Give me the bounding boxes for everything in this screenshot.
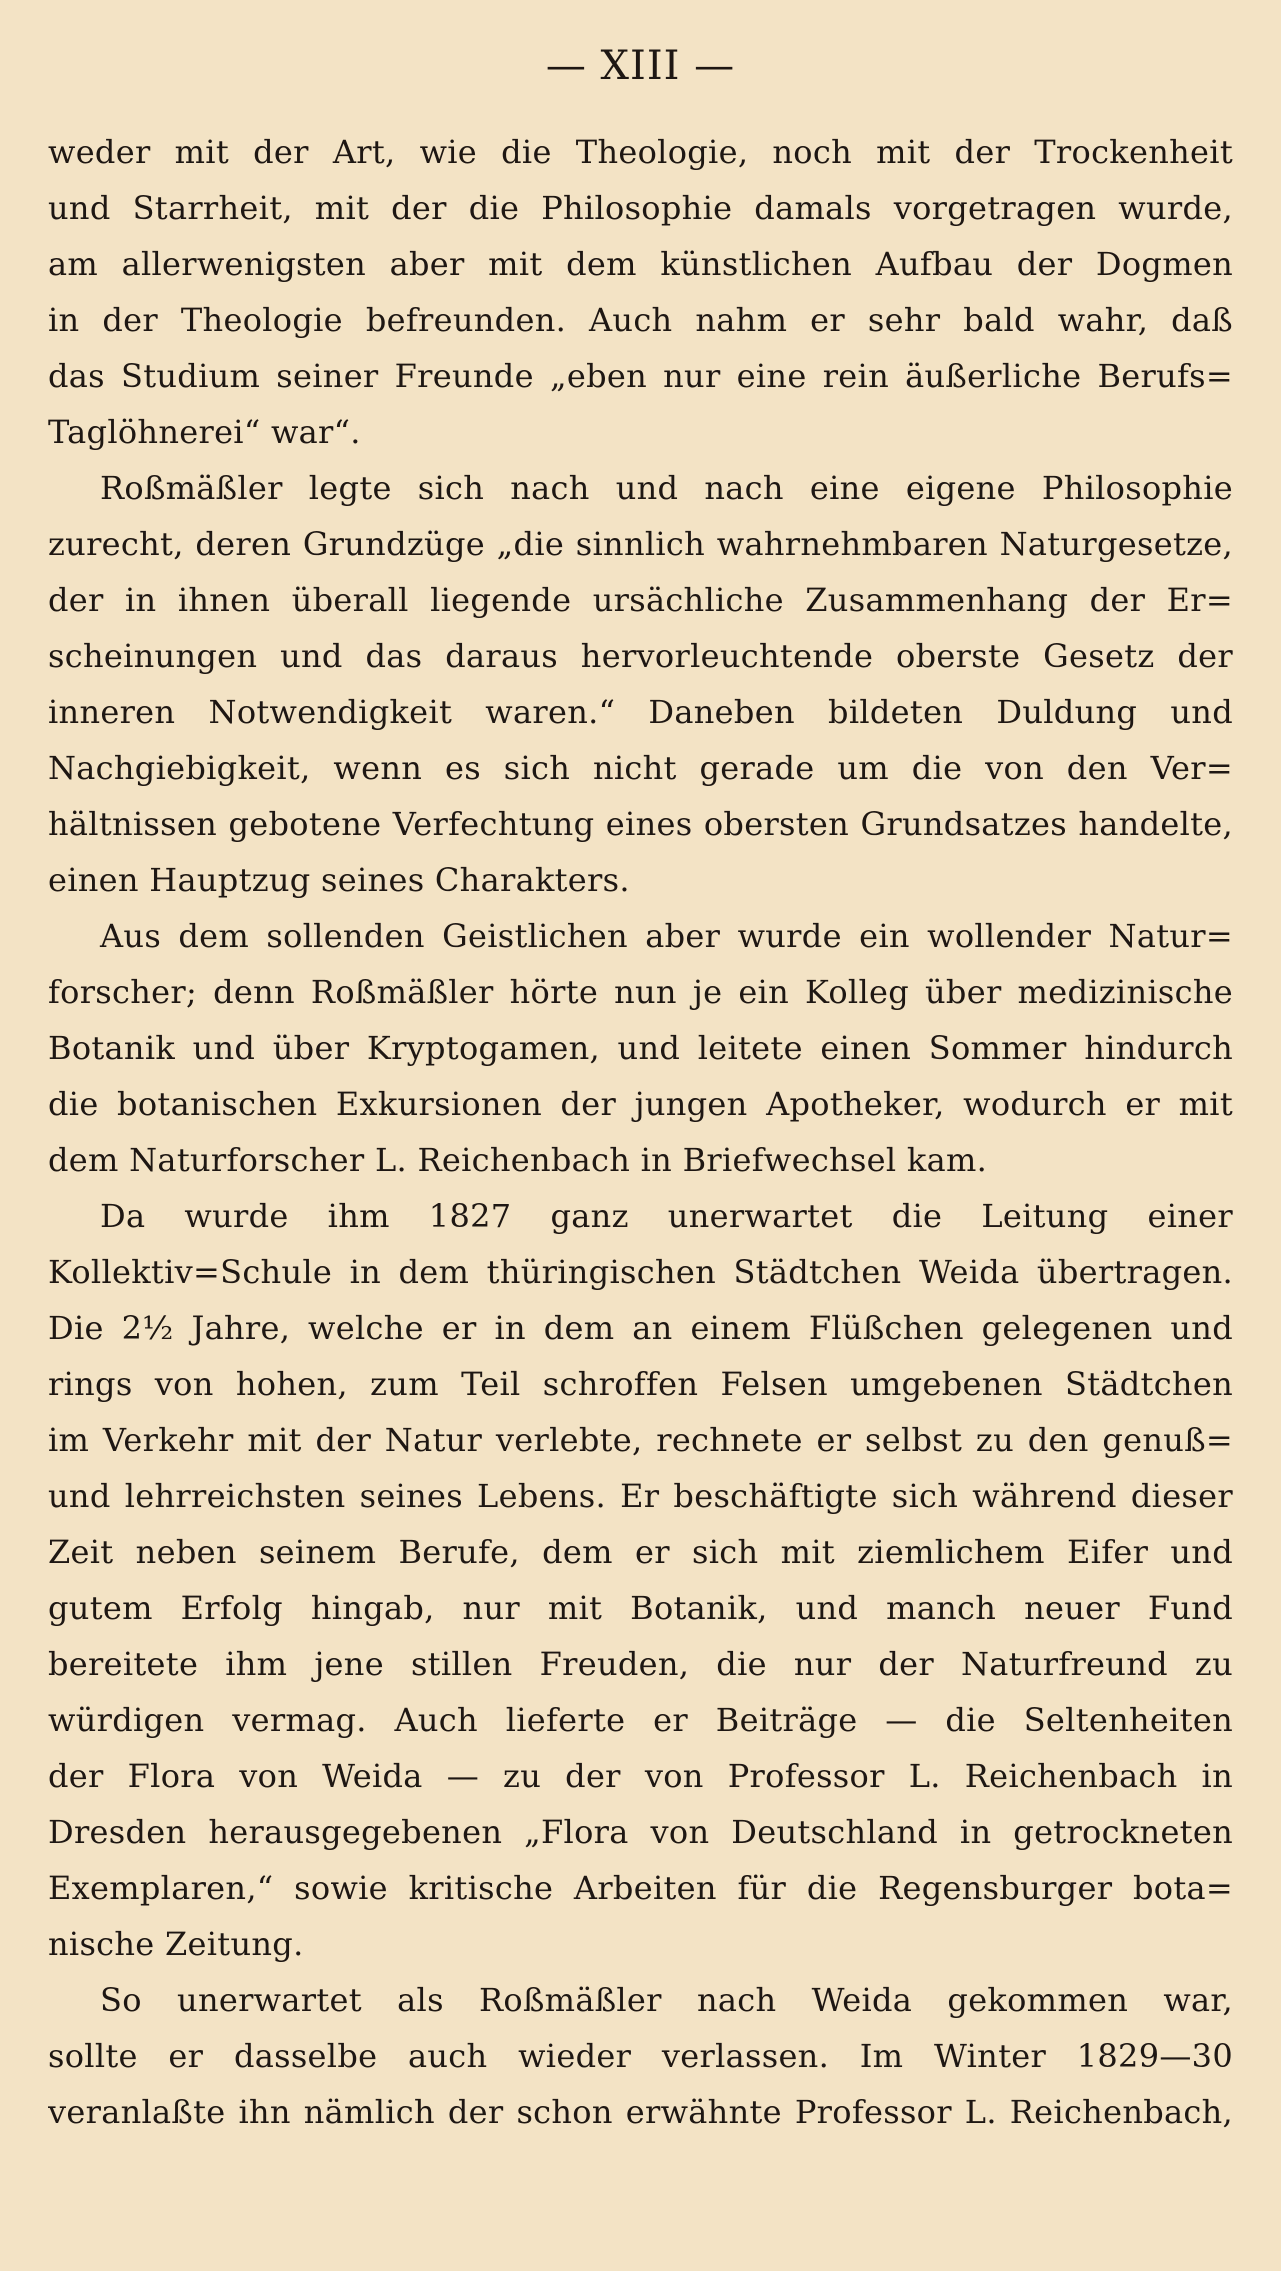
text-line: sollte er dasselbe auch wieder verlassen. Im Winter 1829—30: [48, 2037, 1233, 2075]
paragraph: [48, 124, 1233, 460]
paragraph: [48, 1188, 1233, 1972]
text-line: zurecht, deren Grundzüge „die sinnlich wahrnehmbaren Naturgesetze,: [48, 525, 1233, 563]
text-line: das Studium seiner Freunde „eben nur eine rein äußerliche Berufs=: [48, 357, 1233, 395]
text-line: einen Hauptzug seines Charakters.: [48, 861, 630, 899]
text-line: hältnissen gebotene Verfechtung eines obersten Grundsatzes handelte,: [48, 805, 1233, 843]
text-line: und lehrreichsten seines Lebens. Er beschäftigte sich während dieser: [48, 1477, 1233, 1515]
page-body-text: [48, 124, 1233, 2140]
paragraph: [48, 1972, 1233, 2140]
text-line: würdigen vermag. Auch lieferte er Beiträge — die Seltenheiten: [48, 1701, 1233, 1739]
text-line: forscher; denn Roßmäßler hörte nun je ein Kolleg über medizinische: [48, 973, 1233, 1011]
text-line: nische Zeitung.: [48, 1925, 304, 1963]
text-line: in der Theologie befreunden. Auch nahm er sehr bald wahr, daß: [48, 301, 1233, 339]
text-line: der in ihnen überall liegende ursächliche Zusammenhang der Er=: [48, 581, 1233, 619]
paragraph: [48, 908, 1233, 1188]
text-line: Da wurde ihm 1827 ganz unerwartet die Leitung einer: [100, 1197, 1233, 1235]
text-line: die botanischen Exkursionen der jungen Apotheker, wodurch er mit: [48, 1085, 1233, 1123]
text-line: Exemplaren,“ sowie kritische Arbeiten für die Regensburger bota=: [48, 1869, 1233, 1907]
text-line: Die 2½ Jahre, welche er in dem an einem Flüßchen gelegenen und: [48, 1309, 1233, 1347]
text-line: Roßmäßler legte sich nach und nach eine eigene Philosophie: [100, 469, 1233, 507]
text-line: Nachgiebigkeit, wenn es sich nicht gerade um die von den Ver=: [48, 749, 1233, 787]
text-line: veranlaßte ihn nämlich der schon erwähnte Professor L. Reichenbach,: [48, 2093, 1233, 2131]
text-line: Taglöhnerei“ war“.: [48, 413, 361, 451]
text-line: am allerwenigsten aber mit dem künstlichen Aufbau der Dogmen: [48, 245, 1233, 283]
text-line: Aus dem sollenden Geistlichen aber wurde ein wollender Natur=: [100, 917, 1233, 955]
text-line: Botanik und über Kryptogamen, und leitete einen Sommer hindurch: [48, 1029, 1233, 1067]
text-line: scheinungen und das daraus hervorleuchtende oberste Gesetz der: [48, 637, 1233, 675]
text-line: und Starrheit, mit der die Philosophie damals vorgetragen wurde,: [48, 189, 1233, 227]
paragraph: [48, 460, 1233, 908]
text-line: der Flora von Weida — zu der von Professor L. Reichenbach in: [48, 1757, 1233, 1795]
text-line: rings von hohen, zum Teil schroffen Felsen umgebenen Städtchen: [48, 1365, 1233, 1403]
page-number-header: — XIII —: [545, 43, 736, 89]
text-line: bereitete ihm jene stillen Freuden, die nur der Naturfreund zu: [48, 1645, 1233, 1683]
text-line: Kollektiv=Schule in dem thüringischen Städtchen Weida übertragen.: [48, 1253, 1233, 1291]
text-line: Zeit neben seinem Berufe, dem er sich mit ziemlichem Eifer und: [48, 1533, 1233, 1571]
text-line: So unerwartet als Roßmäßler nach Weida gekommen war,: [100, 1981, 1233, 2019]
text-line: dem Naturforscher L. Reichenbach in Briefwechsel kam.: [48, 1141, 988, 1179]
text-line: inneren Notwendigkeit waren.“ Daneben bildeten Duldung und: [48, 693, 1233, 731]
text-line: gutem Erfolg hingab, nur mit Botanik, und manch neuer Fund: [48, 1589, 1233, 1627]
text-line: weder mit der Art, wie die Theologie, noch mit der Trockenheit: [48, 133, 1233, 171]
text-line: im Verkehr mit der Natur verlebte, rechnete er selbst zu den genuß=: [48, 1421, 1233, 1459]
text-line: Dresden herausgegebenen „Flora von Deutschland in getrockneten: [48, 1813, 1233, 1851]
